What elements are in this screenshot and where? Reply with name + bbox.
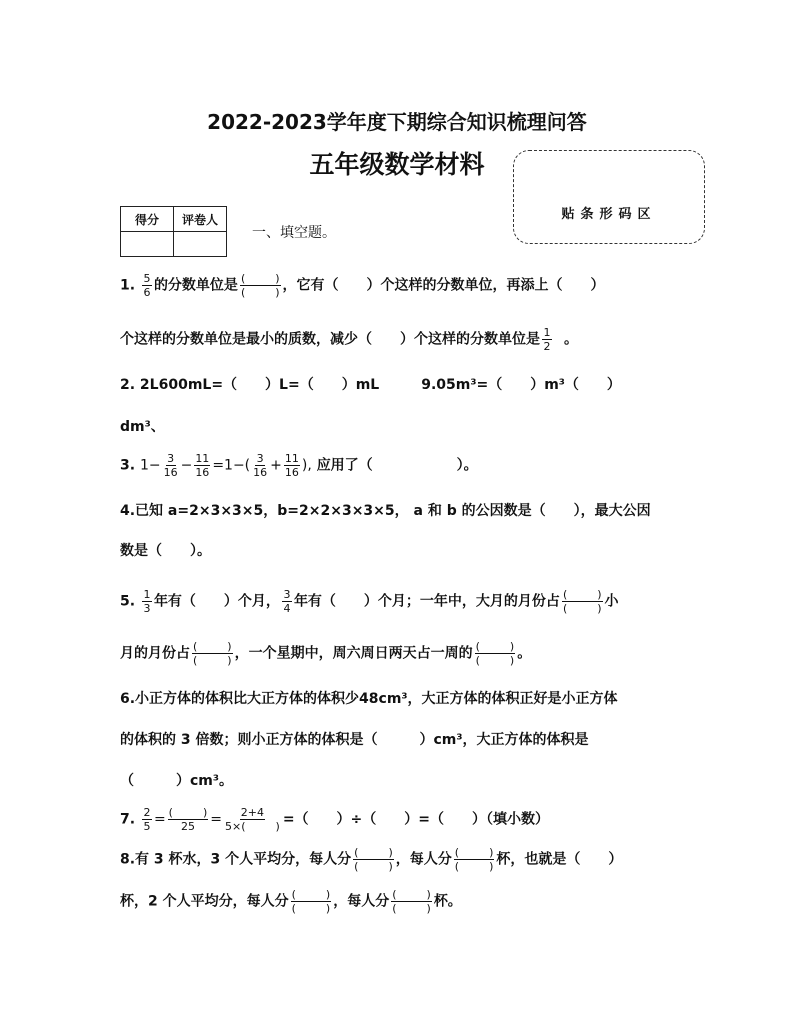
- question-5-line2: 月的月份占 $\frac{( )}{( )}$ ，一个星期中，周六周日两天占一周的 $\frac{( )}{( )}$ 。: [120, 640, 532, 667]
- question-4-line2: 数是（ ）。: [120, 543, 211, 559]
- question-8-line2: 杯，2 个人平均分，每人分 $\frac{( )}{( )}$ ，每人分 $\frac{( )}{( )}$ 杯。: [120, 888, 462, 915]
- question-2-line2: dm³、: [120, 419, 165, 435]
- fraction: $\frac{11}{16}$: [195, 452, 210, 479]
- grader-header: 评卷人: [174, 207, 227, 232]
- fraction: $\frac{1}{2}$: [543, 326, 551, 353]
- section-heading: 一、填空题。: [252, 225, 336, 241]
- answer-fraction-blank[interactable]: $\frac{( )}{( )}$: [454, 846, 494, 873]
- score-table: [120, 206, 227, 257]
- question-4-line1: 4.已知 a=2×3×3×5，b=2×2×3×3×5， a 和 b 的公因数是（ ），最大公因: [120, 503, 651, 519]
- answer-fraction-blank[interactable]: $\frac{( )}{( )}$: [562, 588, 602, 615]
- barcode-label: 贴条形码区: [561, 207, 657, 222]
- question-7: 7. $\frac{2}{5}$ = $\frac{( )}{25}$ = $\frac{2+4}{5\times( )}$ =（ ）÷（ ）=（ ）（填小数）: [120, 806, 550, 833]
- question-8-line1: 8.有 3 杯水，3 个人平均分，每人分 $\frac{( )}{( )}$ ，每人分 $\frac{( )}{( )}$ 杯，也就是（ ）: [120, 846, 623, 873]
- grader-cell[interactable]: [174, 232, 227, 257]
- fraction: $\frac{2}{5}$: [143, 806, 151, 833]
- barcode-area: [513, 150, 705, 244]
- question-2-line1: 2. 2L600mL=（ ）L=（ ）mL 9.05m³=（ ）m³（ ）: [120, 377, 621, 393]
- score-cell[interactable]: [121, 232, 174, 257]
- worksheet-title: 2022-2023学年度下期综合知识梳理问答: [207, 110, 587, 134]
- answer-fraction-blank[interactable]: $\frac{( )}{( )}$: [193, 640, 232, 667]
- question-6-line1: 6.小正方体的体积比大正方体的体积少48cm³，大正方体的体积正好是小正方体: [120, 691, 618, 707]
- answer-fraction-blank[interactable]: $\frac{( )}{( )}$: [392, 888, 431, 915]
- answer-fraction-blank[interactable]: $\frac{( )}{( )}$: [291, 888, 331, 915]
- fraction: $\frac{5}{6}$: [143, 272, 151, 299]
- question-1-line1: 1. $\frac{5}{6}$ 的分数单位是 $\frac{( )}{( )}$ ，它有（ ）个这样的分数单位，再添上（ ）: [120, 272, 605, 299]
- question-3: 3. 1− $\frac{3}{16}$ − $\frac{11}{16}$ =1−( $\frac{3}{16}$ + $\frac{11}{16}$ ), 应用了（ ）。: [120, 452, 478, 479]
- worksheet-subtitle: 五年级数学材料: [309, 150, 485, 179]
- answer-fraction-blank[interactable]: $\frac{( )}{( )}$: [240, 272, 280, 299]
- fraction: $\frac{11}{16}$: [284, 452, 299, 479]
- answer-fraction-blank[interactable]: $\frac{( )}{( )}$: [354, 846, 393, 873]
- fraction: $\frac{3}{4}$: [283, 588, 291, 615]
- fraction: $\frac{1}{3}$: [143, 588, 151, 615]
- answer-fraction-blank[interactable]: $\frac{2+4}{5\times( )}$: [225, 806, 280, 833]
- answer-fraction-blank[interactable]: $\frac{( )}{25}$: [168, 806, 208, 833]
- fraction: $\frac{3}{16}$: [253, 452, 268, 479]
- question-6-line2: 的体积的 3 倍数；则小正方体的体积是（ ）cm³，大正方体的体积是: [120, 732, 589, 748]
- question-6-line3: （ ）cm³。: [120, 773, 234, 789]
- score-header: 得分: [121, 207, 174, 232]
- fraction: $\frac{3}{16}$: [163, 452, 178, 479]
- question-5-line1: 5. $\frac{1}{3}$ 年有（ ）个月， $\frac{3}{4}$ 年有（ ）个月；一年中，大月的月份占 $\frac{( )}{( )}$ 小: [120, 588, 619, 615]
- question-1-line2: 个这样的分数单位是最小的质数，减少（ ）个这样的分数单位是 $\frac{1}{2}$ 。: [120, 326, 578, 353]
- answer-fraction-blank[interactable]: $\frac{( )}{( )}$: [475, 640, 515, 667]
